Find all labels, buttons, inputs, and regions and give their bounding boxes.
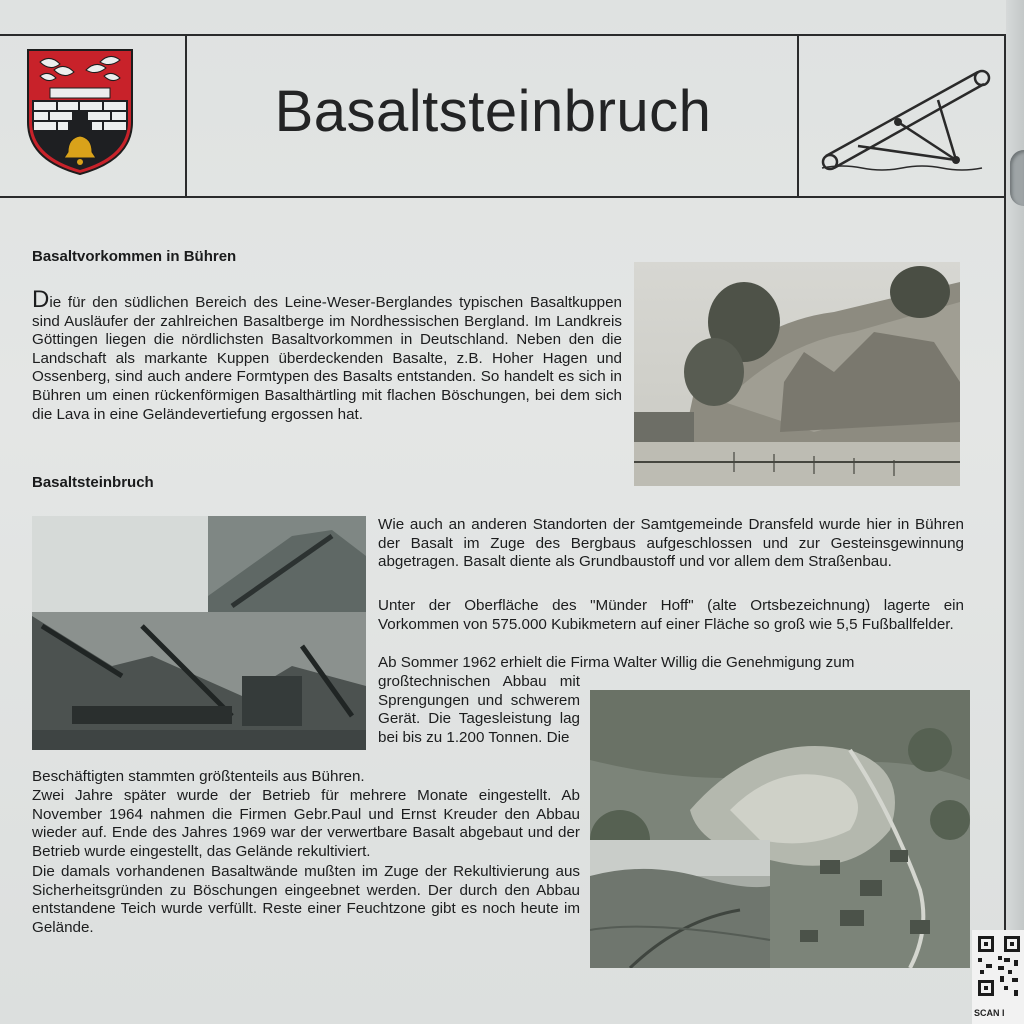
header-rule-top [0, 34, 1006, 36]
quarry-cliff-photo [634, 262, 960, 486]
page-title: Basaltsteinbruch [274, 79, 712, 144]
conveyor-belt-icon [818, 60, 994, 180]
section2-paragraph-c: Ab Sommer 1962 erhielt die Firma Walter Willig die Genehmigung zum [378, 654, 855, 671]
frame-right-border [1004, 34, 1006, 1024]
qr-scan-label: SCAN I [974, 1008, 1005, 1018]
section2-paragraph-d: Zwei Jahre später wurde der Betrieb für mehrere Monate eingestellt. Ab November 1964 nahmen die Firmen Gebr.Paul und Ernst Kreuder den Abbau wieder auf. Ende des Jahres 1969 war der verwertbare Basalt abgebaut und der Betrieb wurde eingestellt, das Gelände rekultiviert. [32, 787, 580, 860]
crest-icon [26, 48, 134, 176]
header-rule-bottom [0, 196, 1006, 198]
section1-body: ie für den südlichen Bereich des Leine-Weser-Berglandes typischen Basaltkuppen sind Ausläufer der zahlreichen Basaltberge im Nordhessischen Bergland. Im Landkreis Göttingen liegen die nördlichsten Basaltvorkommen in Deutschland. Neben den die Landschaft als markante Kuppen überdeckenden Basalte, z.B. Hoher Hagen und Ossenberg, sind auch andere Formtypen des Basalts entstanden. So handelt es sich in Bühren um einen rückenförmigen Basalthärtling mit flachen Böschungen, bei dem sich die Lava in eine Geländevertiefung ergossen hat. [32, 294, 622, 423]
drop-cap: D [32, 286, 50, 313]
aerial-view-photo [590, 690, 970, 968]
section2-paragraph-c-end: Beschäftigten stammten größtenteils aus Bühren. [32, 768, 365, 785]
header-divider-left [185, 34, 187, 198]
section2-paragraph-c-narrow: großtechnischen Abbau mit Sprengungen und schwerem Gerät. Die Tagesleistung lag bei bis zu 1.200 Tonnen. Die [378, 673, 580, 746]
section2-paragraph-b: Unter der Oberfläche des "Münder Hoff" (alte Ortsbezeichnung) lagerte ein Vorkommen von 575.000 Kubikmetern auf einer Fläche so groß wie 5,5 Fußballfelder. [378, 597, 964, 633]
mounting-screw [1010, 150, 1024, 206]
section2-paragraph-e: Die damals vorhandenen Basaltwände mußten im Zuge der Rekultivierung aus Sicherheitsgründen zu Böschungen eingeebnet werden. Der durch den Abbau entstandene Teich wurde verfüllt. Reste einer Feuchtzone gibt es noch heute im Gelände. [32, 863, 580, 936]
section-heading-basaltsteinbruch: Basaltsteinbruch [32, 474, 154, 491]
qr-code-icon [972, 930, 1024, 1006]
historic-quarry-photo-collage [32, 516, 366, 750]
section2-paragraph-a: Wie auch an anderen Standorten der Samtgemeinde Dransfeld wurde hier in Bühren der Basalt im Zuge des Bergbaus aufgeschlossen und zur Gesteinsgewinnung abgetragen. Basalt diente als Grundbaustoff und vor allem dem Straßenbau. [378, 516, 964, 571]
section1-text [32, 286, 622, 424]
section-heading-basaltvorkommen: Basaltvorkommen in Bühren [32, 248, 237, 265]
